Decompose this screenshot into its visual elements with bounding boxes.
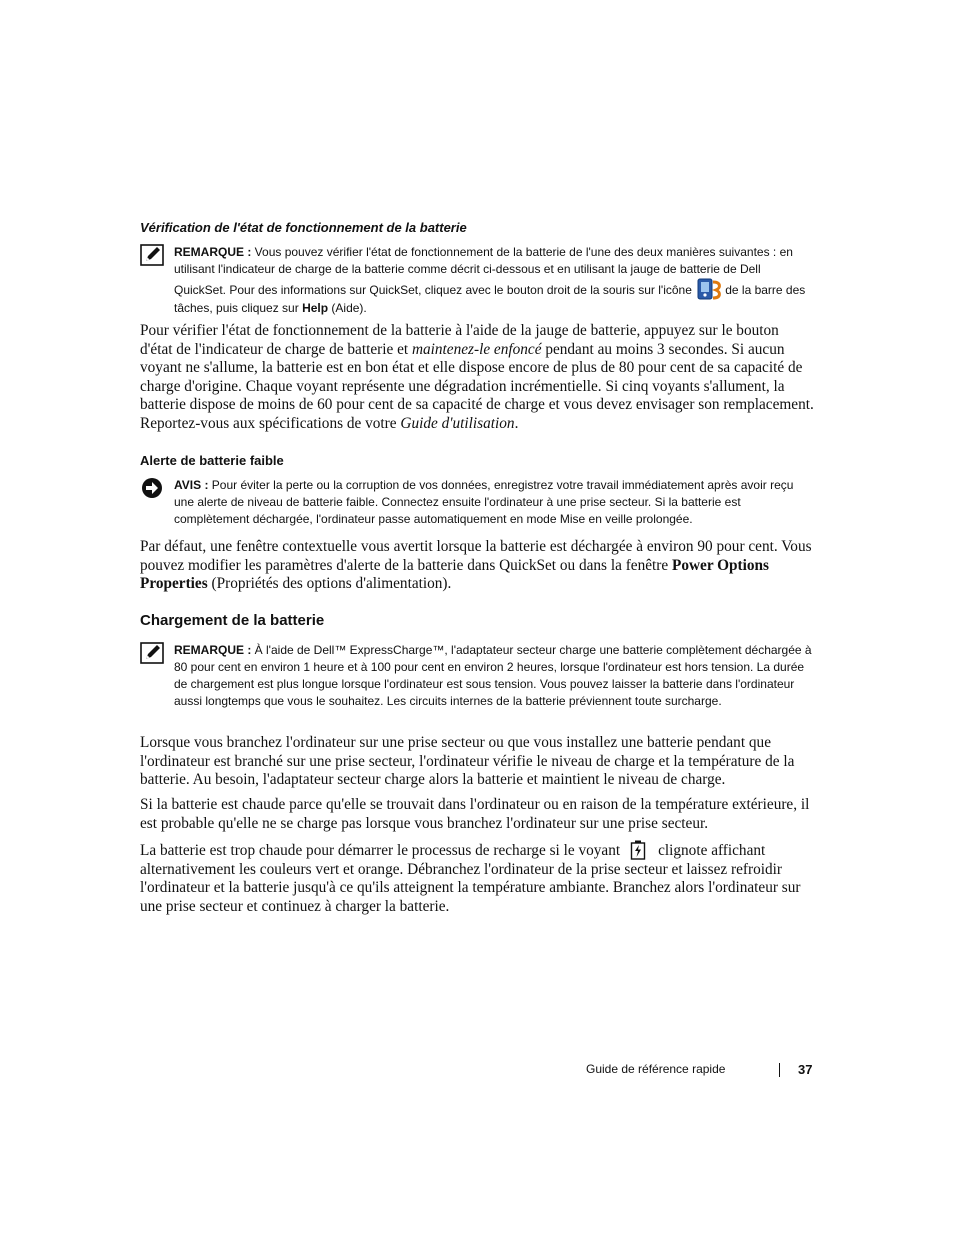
section-heading-low-battery: Alerte de batterie faible [140,453,284,468]
quickset-icon [697,278,723,300]
section-heading-charging: Chargement de la batterie [140,612,325,629]
power-options-label: Power Options Properties [140,556,770,593]
footer-title: Guide de référence rapide [586,1062,726,1076]
note-text-3: (Aide). [328,301,367,315]
paragraph-text-2: (Propriétés des options d'alimentation). [207,575,452,593]
paragraph-low-battery [140,538,815,594]
note-label: REMARQUE : [174,245,252,259]
paragraph-text: Pour vérifier l'état de fonctionnement de la batterie à l'aide de la jauge de batterie, appuyez sur le bouton d'état de l'indicateur de charge de batterie et [140,322,779,358]
notice-arrow-icon [140,477,164,499]
note-label: REMARQUE : [174,643,252,657]
section-heading-battery-health: Vérification de l'état de fonctionnement de la batterie [140,220,467,235]
note-text-2: de la barre des tâches, puis cliquez sur [174,283,806,315]
pencil-note-icon [140,642,164,664]
pencil-note-icon [140,244,164,266]
paragraph-text: La batterie est trop chaude pour démarrer le processus de recharge si le voyant [140,842,621,859]
paragraph-charging-3 [140,840,815,916]
guide-reference: Guide d'utilisation [400,414,515,432]
note-text: Vous pouvez vérifier l'état de fonctionnement de la batterie de l'une des deux manières suivantes : en utilisant l'indicateur de charge de la batterie comme décrit ci-dessous et en utilisant la jauge de batterie de Dell QuickSet. Pour des informations sur QuickSet, cliquez avec le bouton droit de la souris sur l'icône [174,245,793,297]
paragraph-text: Par défaut, une fenêtre contextuelle vous avertit lorsque la batterie est déchargée à environ 90 pour cent. Vous pouvez modifier les paramètres d'alerte de la batterie dans QuickSet ou dans la fenêtre [140,538,812,574]
notice-label: AVIS : [174,478,209,492]
battery-charge-icon [630,840,646,860]
paragraph-text-3: . [514,414,519,432]
paragraph-charging-2: Si la batterie est chaude parce qu'elle se trouvait dans l'ordinateur ou en raison de la température extérieure, il est probable qu'elle ne se charge pas lorsque vous branchez l'ordinateur sur une prise secteur. [140,796,810,832]
notice-low-battery [140,477,815,528]
notice-text: Pour éviter la perte ou la corruption de vos données, enregistrez votre travail immédiatement après avoir reçu une alerte de niveau de batterie faible. Connectez ensuite l'ordinateur à une prise secteur. Si la batterie est complètement déchargée, l'ordinateur passe automatiquement en mode Mise en veille prolongée. [174,478,794,526]
paragraph-italic: maintenez-le enfoncé [411,340,542,358]
paragraph-text-2: pendant au moins 3 secondes. Si aucun voyant ne s'allume, la batterie est en bon état et elle dispose encore de plus de 80 pour cent de sa capacité de charge d'origine. Chaque voyant représente une dégradation incrémentielle. Si cinq voyants s'allument, la batterie dispose de moins de 60 pour cent de sa capacité de charge et vous devez envisager son remplacement. Reportez-vous aux spécifications de votre [140,340,814,432]
page-number: 37 [798,1062,813,1077]
paragraph-charging-1: Lorsque vous branchez l'ordinateur sur une prise secteur ou que vous installez une batterie pendant que l'ordinateur est branché sur une prise secteur, l'ordinateur vérifie le niveau de charge et la température de la batterie. Au besoin, l'adaptateur secteur charge alors la batterie et maintient le niveau de charge. [140,734,795,789]
footer-separator [779,1063,780,1077]
note-battery-health [140,244,815,317]
paragraph-text-2: clignote affichant alternativement les couleurs vert et orange. Débranchez l'ordinateur de la prise secteur et laissez refroidir l'ordinateur et la batterie jusqu'à ce qu'ils atteignent la température ambiante. Branchez alors l'ordinateur sur une prise secteur et continuez à charger la batterie. [140,842,801,915]
note-charging [140,642,815,710]
note-text: À l'aide de Dell™ ExpressCharge™, l'adaptateur secteur charge une batterie complètement déchargée à 80 pour cent en environ 1 heure et à 100 pour cent en environ 2 heures, lorsque l'ordinateur est hors tension. La durée de chargement est plus longue lorsque l'ordinateur est sous tension. Vous pouvez laisser la batterie dans l'ordinateur aussi longtemps que vous le souhaitez. Les circuits internes de la batterie préviennent toute surcharge. [174,643,812,708]
paragraph-battery-health [140,322,815,434]
help-label: Help [302,301,329,315]
